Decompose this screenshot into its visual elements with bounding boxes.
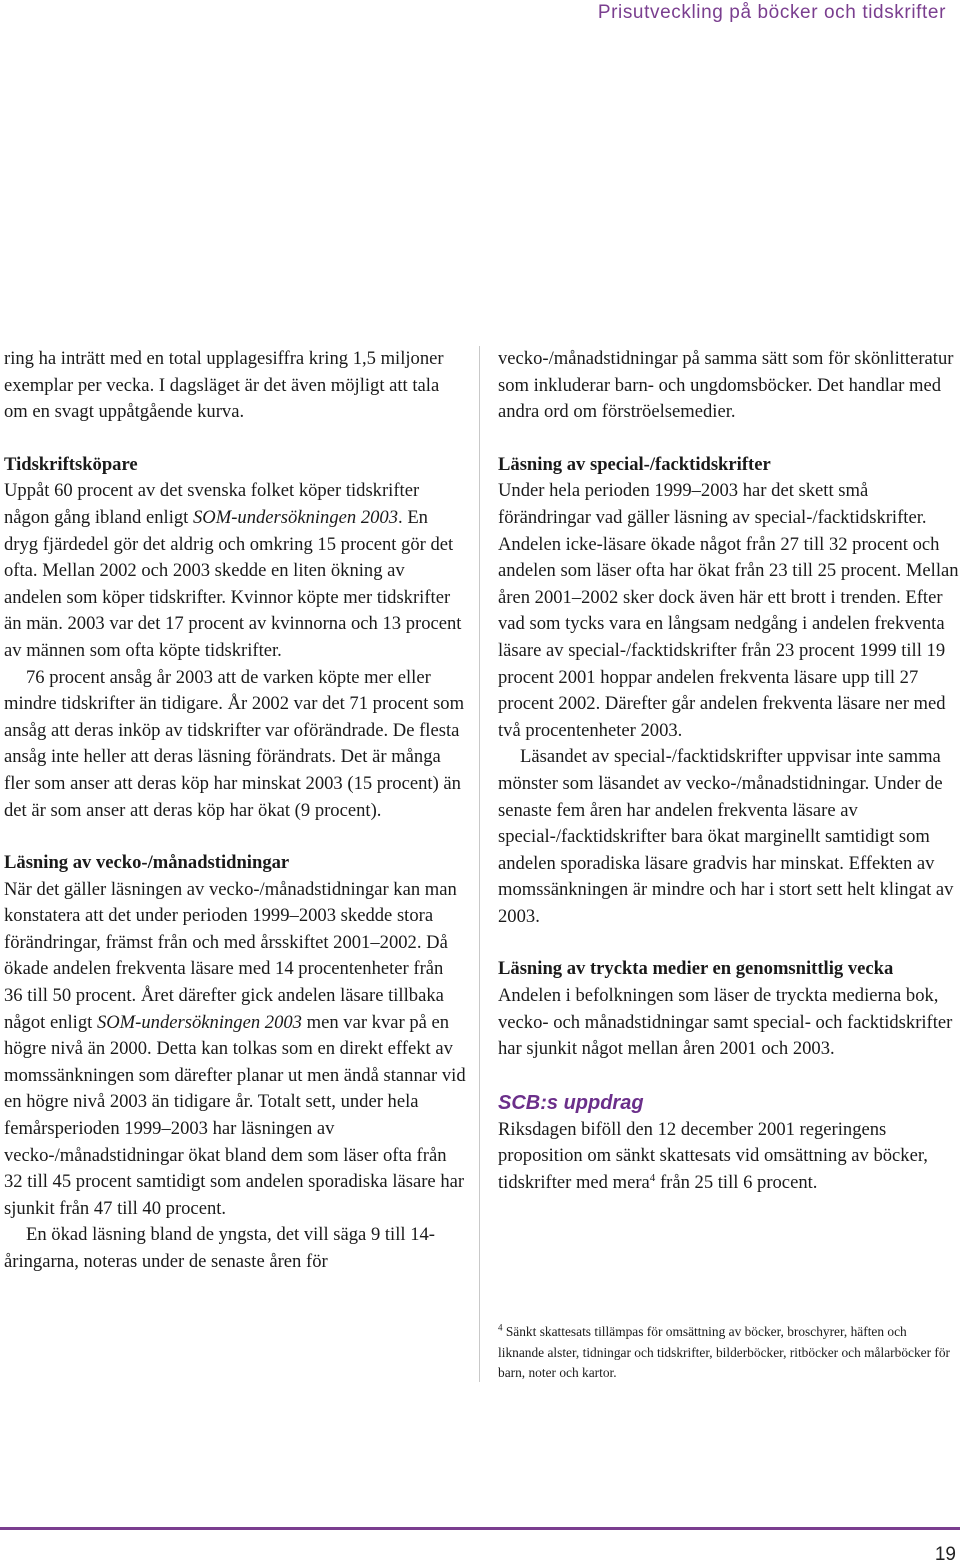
footnote-text: Sänkt skattesats tillämpas för omsättning av böcker, broschyrer, häften och liknande alster, tidningar och tidskrifter, bilderböcker, ritböcker och målarböcker för barn, noter och kartor. xyxy=(498,1324,951,1380)
column-divider xyxy=(479,346,480,1382)
text-run: men var kvar på en högre nivå än 2000. Detta kan tolkas som en direkt effekt av momssänkningen som därefter planar ut men ändå stannar vid en högre nivå 2003 än tidigare år. Totalt sett, under hela femårsperioden 1999–2003 har läsningen av vecko-/månadstidningar ökat bland dem som läser ofta från 32 till 45 procent samtidigt som andelen sporadiska läsare har sjunkit från 47 till 40 procent. xyxy=(4,1011,466,1219)
section-heading-scb: SCB:s uppdrag xyxy=(498,1091,644,1114)
paragraph: Andelen i befolkningen som läser de tryckta medierna bok, vecko- och månadstidningar samt special- och facktidskrifter har sjunkit något mellan åren 2001 och 2003. xyxy=(498,985,953,1060)
text-run: . En dryg fjärdedel gör det aldrig och omkring 15 procent gör det ofta. Mellan 2002 och 2003 skedde en liten ökning av andelen som köper tidskrifter. Kvinnor köpte mer tidskrifter än män. 2003 var det 17 procent av kvinnorna och 13 procent av männen som ofta köpte tidskrifter. xyxy=(4,506,462,661)
paragraph: ring ha inträtt med en total upplagesiffra kring 1,5 miljoner exemplar per vecka. I dagsläget är det även möjligt att tala om en svagt uppåtgående kurva. xyxy=(4,348,444,423)
section-heading-special: Läsning av special-/facktidskrifter xyxy=(498,453,771,475)
footer-rule xyxy=(0,1527,960,1530)
paragraph xyxy=(4,877,466,1223)
right-column xyxy=(498,346,960,1197)
paragraph: vecko-/månadstidningar på samma sätt som för skönlitteratur som inkluderar barn- och ungdomsböcker. Det handlar med andra ord om förströelsemedier. xyxy=(498,348,954,423)
left-column xyxy=(4,346,466,1276)
section-heading-tidskriftskopare: Tidskriftsköpare xyxy=(4,453,138,475)
text-run: När det gäller läsningen av vecko-/månadstidningar kan man konstatera att det under perioden 1999–2003 skedde stora förändringar, främst från och med årsskiftet 2001–2002. Då ökade andelen frekventa läsare med 14 procentenheter från 36 till 50 procent. Året därefter gick andelen läsare tillbaka något enligt xyxy=(4,878,457,1033)
emphasis: SOM-undersökningen 2003 xyxy=(96,1011,302,1033)
paragraph: Under hela perioden 1999–2003 har det skett små förändringar vad gäller läsning av special-/facktidskrifter. Andelen icke-läsare ökade något från 27 till 32 procent och andelen som läser ofta har ökat från 23 till 25 procent. Mellan åren 2001–2002 sker dock även här ett brott i trenden. Efter vad som tycks vara en långsam nedgång i andelen frekventa läsare av special-/facktidskrifter från 23 procent 1999 till 19 procent 2001 hoppar andelen frekventa läsare upp till 27 procent 2002. Därefter går andelen frekventa läsare ner med två procentenheter 2003. xyxy=(498,480,959,741)
footnote-number: 4 xyxy=(498,1322,503,1333)
footnote xyxy=(498,1322,950,1384)
emphasis: SOM-undersökningen 2003 xyxy=(193,506,399,528)
paragraph: 76 procent ansåg år 2003 att de varken köpte mer eller mindre tidskrifter än tidigare. År 2002 var det 71 procent som ansåg att deras inköp av tidskrifter var oförändrade. De flesta ansåg inte heller att deras läsning förändrats. Det är många fler som anser att deras köp har minskat 2003 (15 procent) än det är som anser att deras köp har ökat (9 procent). xyxy=(4,666,465,821)
section-heading-vecko: Läsning av vecko-/månadstidningar xyxy=(4,852,290,874)
paragraph: En ökad läsning bland de yngsta, det vill säga 9 till 14-åringarna, noteras under de senaste åren för xyxy=(4,1224,435,1272)
section-heading-tryckta: Läsning av tryckta medier en genomsnittlig vecka xyxy=(498,958,894,980)
text-run: från 25 till 6 procent. xyxy=(655,1172,818,1194)
paragraph: Läsandet av special-/facktidskrifter uppvisar inte samma mönster som läsandet av vecko-/månadstidningar. Under de senaste fem åren har andelen frekventa läsare av special-/facktidskrifter bara ökat marginellt samtidigt som andelen sporadiska läsare gradvis har minskat. Effekten av momssänkningen är mindre och har i stort sett helt klingat av 2003. xyxy=(498,746,954,927)
footnote-ref[interactable]: 4 xyxy=(649,1171,656,1184)
paragraph xyxy=(4,478,466,664)
paragraph xyxy=(498,1117,960,1197)
text-run: Uppåt 60 procent av det svenska folket köper tidskrifter någon gång ibland enligt xyxy=(4,480,420,528)
page-number: 19 xyxy=(934,1544,956,1565)
text-run: Riksdagen biföll den 12 december 2001 regeringens proposition om sänkt skattesats vid omsättning av böcker, tidskrifter med mera xyxy=(498,1118,928,1194)
running-header: Prisutveckling på böcker och tidskrifter xyxy=(597,2,946,23)
